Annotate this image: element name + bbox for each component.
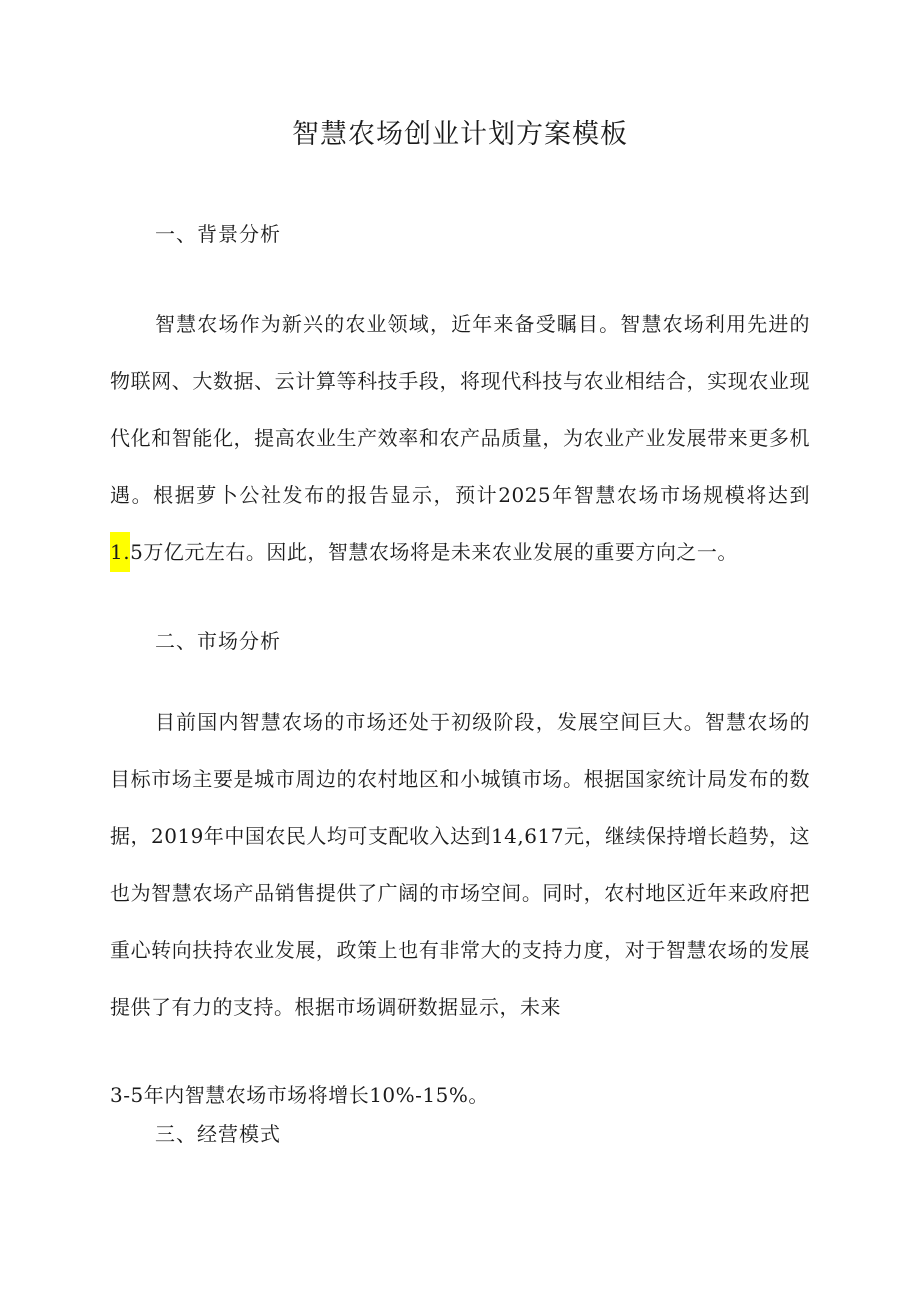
market-paragraph: 目前国内智慧农场的市场还处于初级阶段，发展空间巨大。智慧农场的目标市场主要是城市周边的农村地区和小城镇市场。根据国家统计局发布的数据，2019年中国农民人均可支配收入达到14,617元，继续保持增长趋势，这也为智慧农场产品销售提供了广阔的市场空间。同时，农村地区近年来政府把重心转向扶持农业发展，政策上也有非常大的支持力度，对于智慧农场的发展提供了有力的支持。根据市场调研数据显示，未来 xyxy=(110,710,810,1019)
market-growth-line: 3-5年内智慧农场市场将增长10%-15%。 xyxy=(110,1083,489,1107)
section-heading-business-model: 三、经营模式 xyxy=(155,1122,281,1146)
section-heading-market: 二、市场分析 xyxy=(155,629,281,653)
section-heading-background: 一、背景分析 xyxy=(155,222,281,246)
highlighted-text: 1. xyxy=(110,532,130,572)
background-paragraph xyxy=(110,296,810,581)
document-title: 智慧农场创业计划方案模板 xyxy=(292,119,628,150)
background-paragraph-text-end: 5万亿元左右。因此，智慧农场将是未来农业发展的重要方向之一。 xyxy=(130,540,738,564)
background-paragraph-text: 智慧农场作为新兴的农业领域，近年来备受瞩目。智慧农场利用先进的物联网、大数据、云计算等科技手段，将现代科技与农业相结合，实现农业现代化和智能化，提高农业生产效率和农产品质量，为农业产业发展带来更多机遇。根据萝卜公社发布的报告显示，预计2025年智慧农场市场规模将达到 xyxy=(110,312,810,507)
